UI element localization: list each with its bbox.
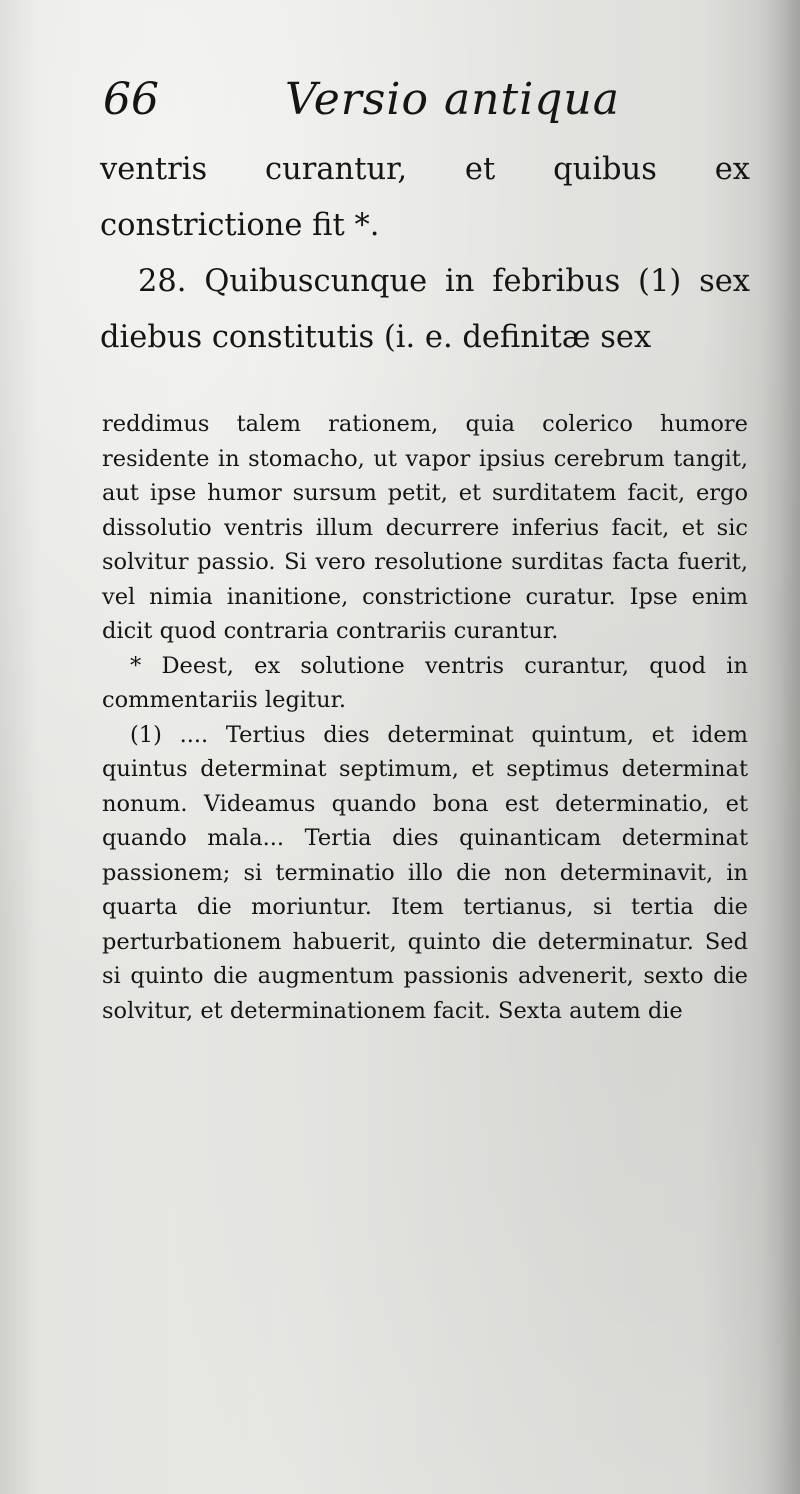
footnote-1: (1) .... Tertius dies determinat quintum, et idem quintus determinat septimum, et septimus determinat nonum. Videamus quando bona est determinatio, et quando mala... Tertia dies quinanticam determinat passionem; si terminatio illo die non determinavit, in quarta die moriuntur. Item tertianus, si tertia die perturbationem habuerit, quinto die determinatur. Sed si quinto die augmentum passionis advenerit, sexto die solvitur, et determinationem facit. Sexta autem die <box>102 721 748 1024</box>
footnote-continued: reddimus talem rationem, quia colerico humore residente in stomacho, ut vapor ipsius cerebrum tangit, aut ipse humor sursum petit, et surditatem facit, ergo dissolutio ventris illum decurrere inferius facit, et sic solvitur passio. Si vero resolutione surditas facta fuerit, vel nimia inanitione, constrictione curatur. Ipse enim dicit quod contraria contrariis curantur. <box>102 411 748 644</box>
page-number: 66 <box>103 74 159 125</box>
page-header <box>95 72 715 132</box>
footnote-asterisk: * Deest, ex solutione ventris curantur, quod in commentariis legitur. <box>102 652 748 713</box>
footnotes <box>102 407 748 1028</box>
running-title: Versio antiqua <box>285 74 620 125</box>
main-paragraph-continued: ventris curantur, et quibus ex constrictione fit *. <box>100 152 750 243</box>
main-text <box>100 142 750 366</box>
aphorism-28: 28. Quibuscunque in febribus (1) sex diebus constitutis (i. e. definitæ sex <box>100 264 750 355</box>
page-edge-shadow <box>760 0 800 1494</box>
